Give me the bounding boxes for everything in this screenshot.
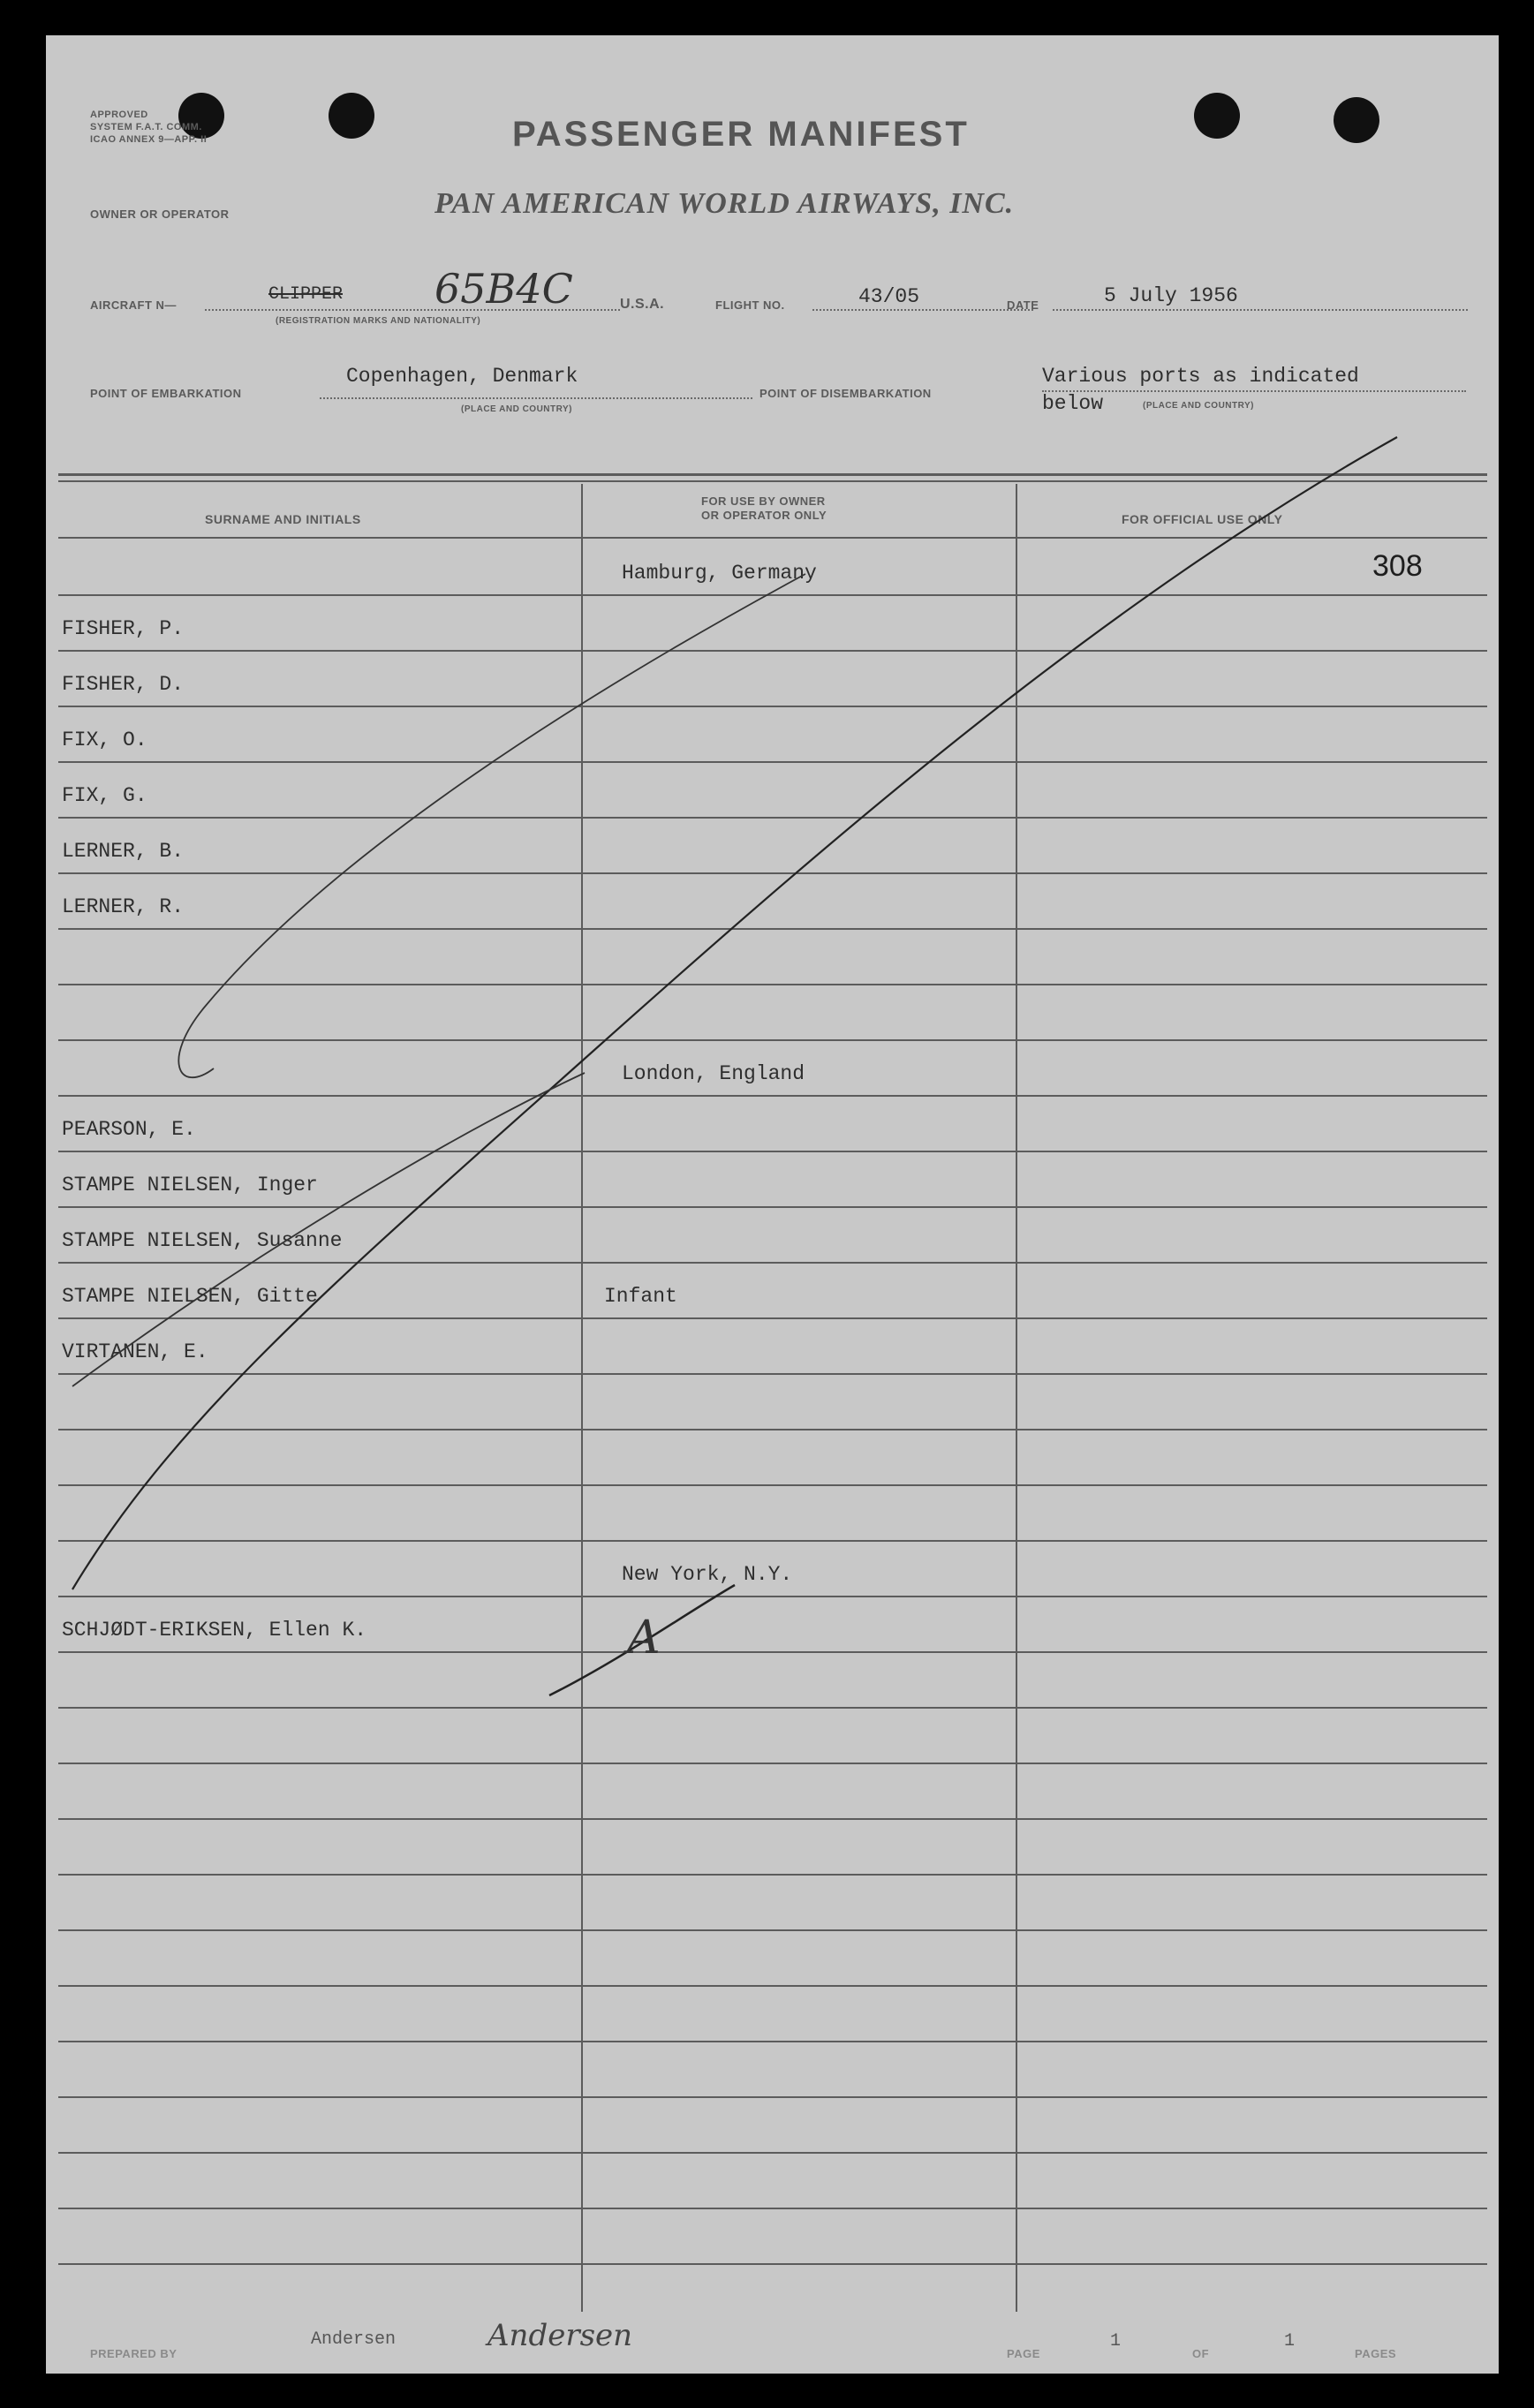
row-rule [58,1763,1487,1764]
table-row [46,1151,1499,1206]
row-rule [58,1874,1487,1876]
table-row [46,928,1499,984]
passenger-name: LERNER, R. [62,895,185,918]
embarkation-value: Copenhagen, Denmark [346,365,578,388]
aircraft-caption: (REGISTRATION MARKS AND NATIONALITY) [276,316,481,326]
prepared-by-value: Andersen [311,2329,397,2350]
row-rule [58,2041,1487,2042]
approval-line-1: APPROVED [90,109,148,120]
table-row [46,761,1499,817]
row-rule [58,1985,1487,1987]
manifest-sheet [46,35,1499,2374]
col-header-surname: SURNAME AND INITIALS [205,512,361,526]
disembarkation-value-2: below [1042,392,1104,415]
table-row [46,1596,1499,1651]
approval-line-3: ICAO ANNEX 9—APP. II [90,134,208,145]
operator-note: New York, N.Y. [622,1563,793,1586]
row-rule [58,2096,1487,2098]
row-rule [58,1707,1487,1709]
flight-underline [812,309,1033,311]
flight-number: 43/05 [858,285,920,308]
disembarkation-label: POINT OF DISEMBARKATION [759,387,932,400]
punch-hole-4 [1334,97,1379,143]
approval-line-2: SYSTEM F.A.T. COMM. [90,122,202,132]
table-row [46,984,1499,1039]
page-number: 1 [1110,2331,1122,2351]
table-top-rule-2 [58,480,1487,482]
table-row [46,1262,1499,1317]
operator-name: PAN AMERICAN WORLD AIRWAYS, INC. [435,187,1015,220]
row-rule [58,2208,1487,2209]
row-rule [58,2263,1487,2265]
passenger-name: LERNER, B. [62,840,185,863]
table-row [46,1317,1499,1373]
handwritten-a-mark: A [627,1612,661,1664]
passenger-name: FISHER, P. [62,617,185,640]
flight-date: 5 July 1956 [1104,284,1238,307]
row-rule [58,1651,1487,1653]
operator-note: Hamburg, Germany [622,562,817,585]
disembarkation-caption: (PLACE AND COUNTRY) [1143,401,1254,411]
table-row [46,1540,1499,1596]
punch-hole-3 [1194,93,1240,139]
of-label: OF [1192,2347,1210,2360]
table-row [46,539,1499,594]
table-row [46,650,1499,706]
flight-label: FLIGHT NO. [715,298,785,312]
preparer-signature: Andersen [487,2318,633,2353]
table-row [46,1429,1499,1484]
table-row [46,817,1499,872]
aircraft-label: AIRCRAFT N— [90,298,177,312]
embarkation-caption: (PLACE AND COUNTRY) [461,404,572,414]
passenger-name: STAMPE NIELSEN, Gitte [62,1285,318,1308]
aircraft-handwritten-value: 65B4C [435,265,573,313]
passenger-name: FISHER, D. [62,673,185,696]
passenger-name: FIX, G. [62,784,147,807]
table-row [46,1039,1499,1095]
date-underline [1053,309,1468,311]
aircraft-struck-value: CLIPPER [268,284,344,305]
row-rule [58,1929,1487,1931]
stamp-number: 308 [1372,549,1423,583]
pages-label: PAGES [1355,2347,1397,2360]
col-header-official: FOR OFFICIAL USE ONLY [1122,512,1283,526]
passenger-name: STAMPE NIELSEN, Inger [62,1174,318,1196]
owner-label: OWNER OR OPERATOR [90,208,230,221]
disembarkation-value-1: Various ports as indicated [1042,365,1359,388]
table-row [46,872,1499,928]
table-top-rule [58,473,1487,476]
passenger-name: VIRTANEN, E. [62,1340,208,1363]
page-total: 1 [1284,2331,1296,2351]
page-title: PASSENGER MANIFEST [512,115,970,154]
passenger-name: SCHJØDT-ERIKSEN, Ellen K. [62,1619,367,1642]
operator-note: London, England [622,1062,805,1085]
passenger-name: FIX, O. [62,728,147,751]
punch-hole-2 [329,93,374,139]
page-label: PAGE [1007,2347,1040,2360]
usa-label: U.S.A. [620,297,665,312]
table-row [46,1095,1499,1151]
prepared-by-label: PREPARED BY [90,2347,178,2360]
passenger-name: PEARSON, E. [62,1118,196,1141]
disembarkation-underline [1042,390,1466,392]
embarkation-underline [320,397,752,399]
table-row [46,706,1499,761]
col-header-owner-1: FOR USE BY OWNER [701,494,826,508]
row-rule [58,2152,1487,2154]
embarkation-label: POINT OF EMBARKATION [90,387,242,400]
table-row [46,1206,1499,1262]
passenger-name: STAMPE NIELSEN, Susanne [62,1229,343,1252]
table-row [46,594,1499,650]
col-header-owner-2: OR OPERATOR ONLY [701,509,827,522]
operator-note: Infant [604,1285,677,1308]
table-row [46,1373,1499,1429]
row-rule [58,1818,1487,1820]
table-row [46,1484,1499,1540]
date-label: DATE [1007,298,1039,312]
